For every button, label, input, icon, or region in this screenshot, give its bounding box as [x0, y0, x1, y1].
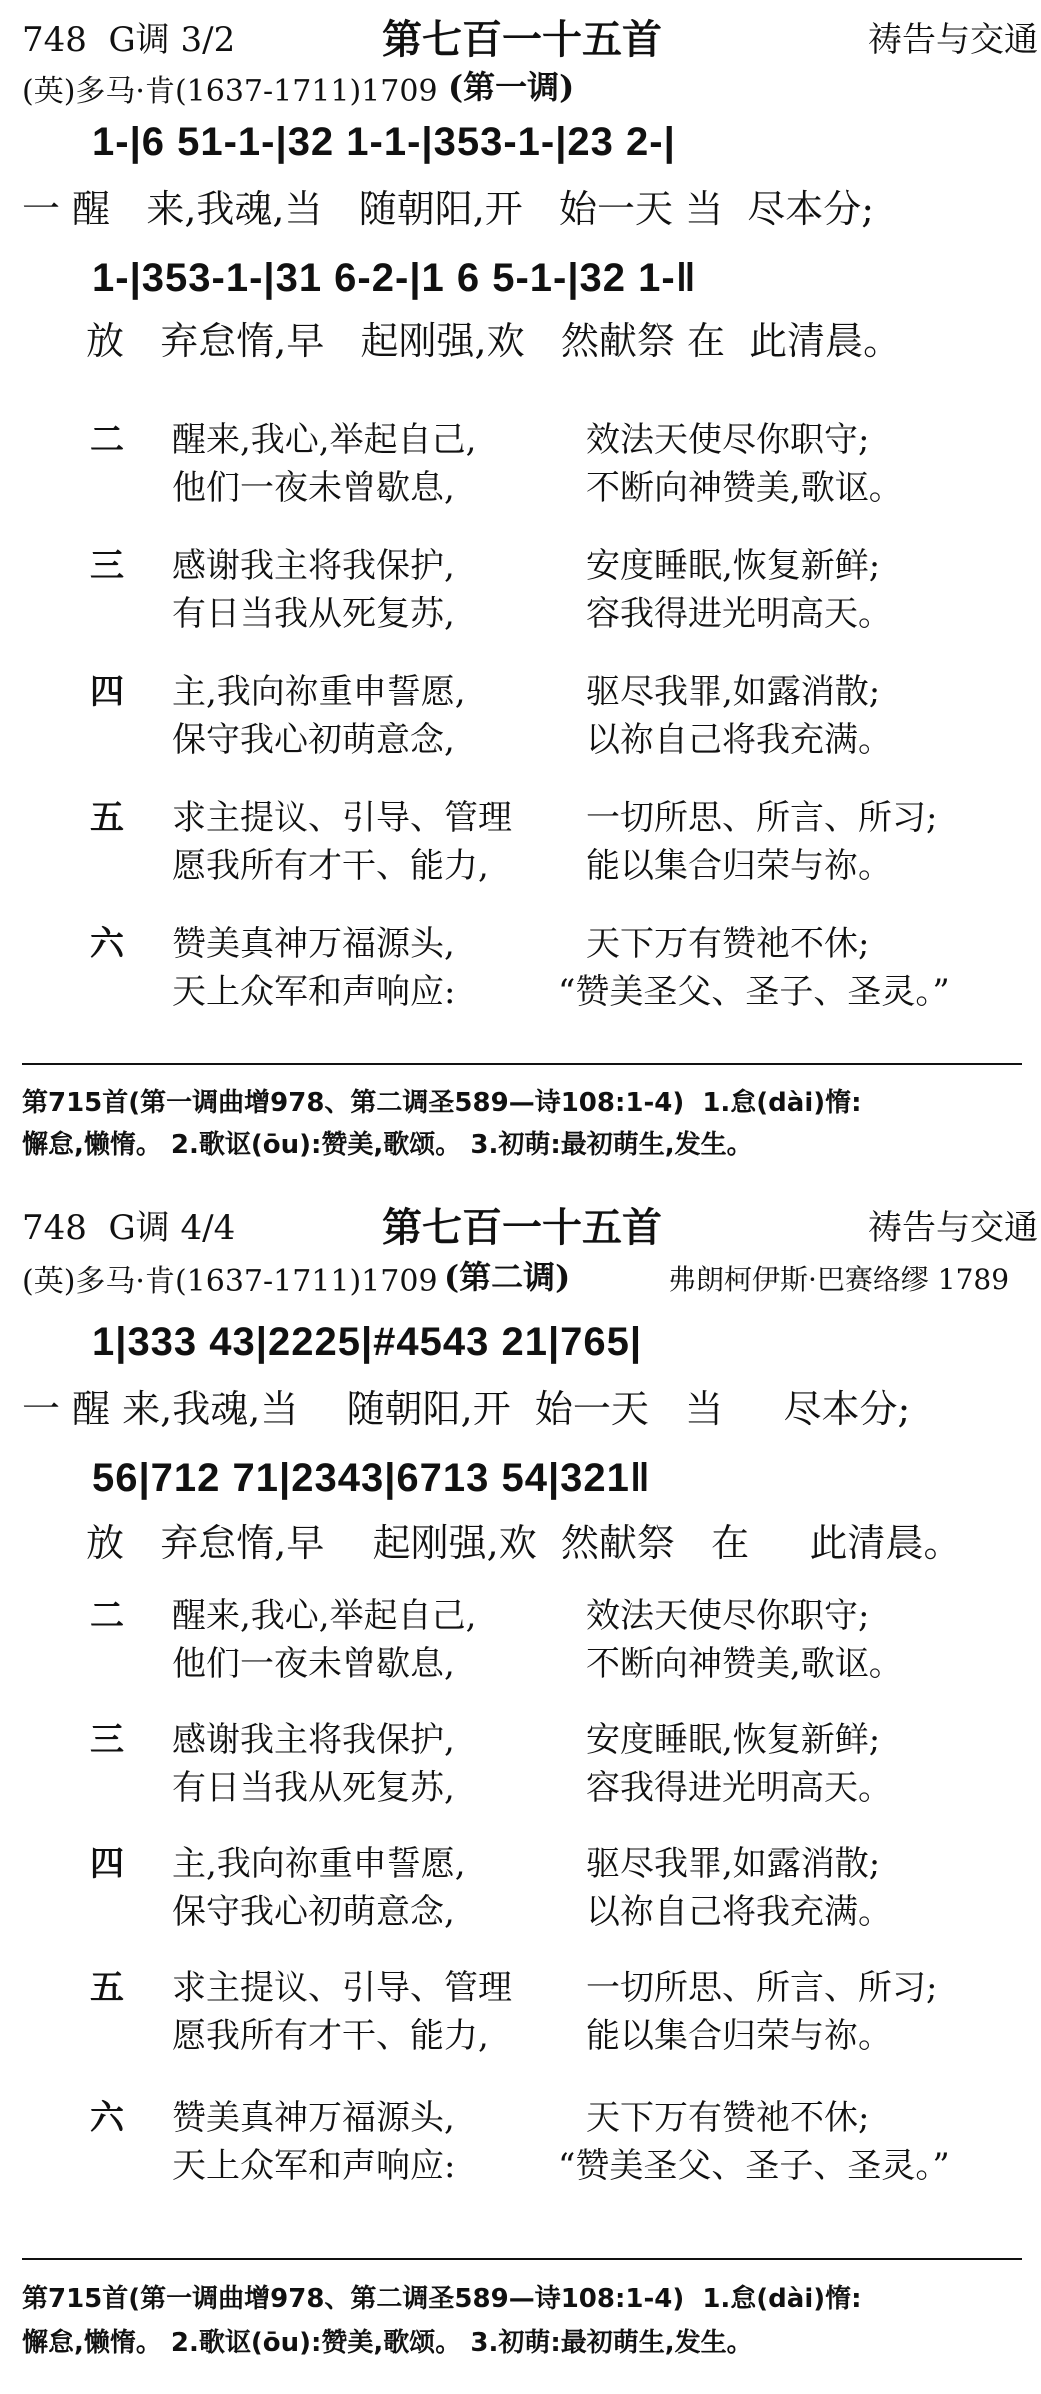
- verse-line: “赞美圣父、圣子、圣灵。”: [558, 2146, 950, 2186]
- verse-line: 天上众军和声响应:: [172, 972, 456, 1012]
- verse-line: 保守我心初萌意念,: [172, 720, 455, 760]
- footnote-line: 懈怠,懒惰。 2.歌讴(ōu):赞美,歌颂。 3.初萌:最初萌生,发生。: [22, 1130, 753, 1160]
- notation-line: 56|712 71|2343|6713 54|321‖: [92, 1456, 651, 1500]
- verse-number: 四: [90, 672, 124, 712]
- verse-line: 效法天使尽你职守;: [586, 1596, 870, 1636]
- tune-label: (第一调): [448, 68, 575, 106]
- verse-line: 容我得进光明高天。: [586, 594, 892, 634]
- verse-line: 驱尽我罪,如露消散;: [586, 1844, 881, 1884]
- footnote-line: 懈怠,懒惰。 2.歌讴(ōu):赞美,歌颂。 3.初萌:最初萌生,发生。: [22, 2328, 753, 2358]
- hymn-title: 第七百一十五首: [382, 1205, 662, 1251]
- verse-line: 以祢自己将我充满。: [586, 1892, 892, 1932]
- verse-line: 醒来,我心,举起自己,: [172, 1596, 477, 1636]
- verse-line: 感谢我主将我保护,: [172, 1720, 455, 1760]
- hymn-author: (英)多马·肯(1637-1711)1709: [22, 1264, 438, 1299]
- verse-line: 天上众军和声响应:: [172, 2146, 456, 2186]
- verse-line: 效法天使尽你职守;: [586, 420, 870, 460]
- notation-line: 1-|6 51-1-|32 1-1-|353-1-|23 2-|: [92, 120, 676, 164]
- verse-line: 赞美真神万福源头,: [172, 924, 455, 964]
- verse-line: “赞美圣父、圣子、圣灵。”: [558, 972, 950, 1012]
- verse-number: 五: [90, 798, 124, 838]
- hymn-category: 祷告与交通: [868, 20, 1038, 60]
- hymn-category: 祷告与交通: [868, 1208, 1038, 1248]
- verse-line: 能以集合归荣与祢。: [586, 846, 892, 886]
- verse-number: 二: [90, 420, 124, 460]
- verse-line: 能以集合归荣与祢。: [586, 2016, 892, 2056]
- composer: 弗朗柯伊斯·巴赛络缪 1789: [668, 1263, 1010, 1296]
- hymn-number-key: 748 G调 3/2: [22, 20, 236, 60]
- divider: [22, 2258, 1022, 2260]
- hymn-author: (英)多马·肯(1637-1711)1709: [22, 74, 438, 109]
- verse-number: 三: [90, 1720, 124, 1760]
- lyrics-line: 一 醒 来,我魂,当 随朝阳,开 始一天 当 尽本分;: [22, 1387, 911, 1431]
- verse-line: 他们一夜未曾歇息,: [172, 1644, 455, 1684]
- verse-line: 天下万有赞祂不休;: [586, 2098, 870, 2138]
- verse-line: 一切所思、所言、所习;: [586, 1968, 938, 2008]
- lyrics-line: 放 弃怠惰,早 起刚强,欢 然献祭 在 此清晨。: [86, 319, 902, 363]
- tune-label: (第二调): [444, 1258, 571, 1296]
- footnote-line: 第715首(第一调曲增978、第二调圣589—诗108:1-4) 1.怠(dài)惰:: [22, 2284, 862, 2314]
- verse-number: 三: [90, 546, 124, 586]
- verse-line: 有日当我从死复苏,: [172, 594, 455, 634]
- verse-number: 五: [90, 1968, 124, 2008]
- notation-line: 1-|353-1-|31 6-2-|1 6 5-1-|32 1-‖: [92, 256, 697, 300]
- verse-line: 他们一夜未曾歇息,: [172, 468, 455, 508]
- verse-line: 感谢我主将我保护,: [172, 546, 455, 586]
- verse-number: 四: [90, 1844, 124, 1884]
- verse-number: 六: [90, 924, 124, 964]
- hymn-number-key: 748 G调 4/4: [22, 1208, 236, 1248]
- verse-line: 容我得进光明高天。: [586, 1768, 892, 1808]
- verse-line: 安度睡眠,恢复新鲜;: [586, 546, 881, 586]
- verse-line: 愿我所有才干、能力,: [172, 846, 489, 886]
- verse-number: 二: [90, 1596, 124, 1636]
- verse-line: 主,我向祢重申誓愿,: [172, 672, 466, 712]
- footnote-line: 第715首(第一调曲增978、第二调圣589—诗108:1-4) 1.怠(dài)惰:: [22, 1088, 862, 1118]
- verse-line: 有日当我从死复苏,: [172, 1768, 455, 1808]
- verse-line: 主,我向祢重申誓愿,: [172, 1844, 466, 1884]
- verse-line: 不断向神赞美,歌讴。: [586, 1644, 903, 1684]
- verse-line: 求主提议、引导、管理: [172, 1968, 512, 2008]
- lyrics-line: 一 醒 来,我魂,当 随朝阳,开 始一天 当 尽本分;: [22, 187, 875, 231]
- verse-line: 不断向神赞美,歌讴。: [586, 468, 903, 508]
- verse-number: 六: [90, 2098, 124, 2138]
- verse-line: 安度睡眠,恢复新鲜;: [586, 1720, 881, 1760]
- verse-line: 赞美真神万福源头,: [172, 2098, 455, 2138]
- verse-line: 醒来,我心,举起自己,: [172, 420, 477, 460]
- verse-line: 一切所思、所言、所习;: [586, 798, 938, 838]
- notation-line: 1|333 43|2225|#4543 21|765|: [92, 1320, 643, 1364]
- verse-line: 天下万有赞祂不休;: [586, 924, 870, 964]
- verse-line: 保守我心初萌意念,: [172, 1892, 455, 1932]
- verse-line: 驱尽我罪,如露消散;: [586, 672, 881, 712]
- hymn-title: 第七百一十五首: [382, 17, 662, 63]
- lyrics-line: 放 弃怠惰,早 起刚强,欢 然献祭 在 此清晨。: [86, 1521, 962, 1565]
- verse-line: 求主提议、引导、管理: [172, 798, 512, 838]
- verse-line: 愿我所有才干、能力,: [172, 2016, 489, 2056]
- divider: [22, 1063, 1022, 1065]
- verse-line: 以祢自己将我充满。: [586, 720, 892, 760]
